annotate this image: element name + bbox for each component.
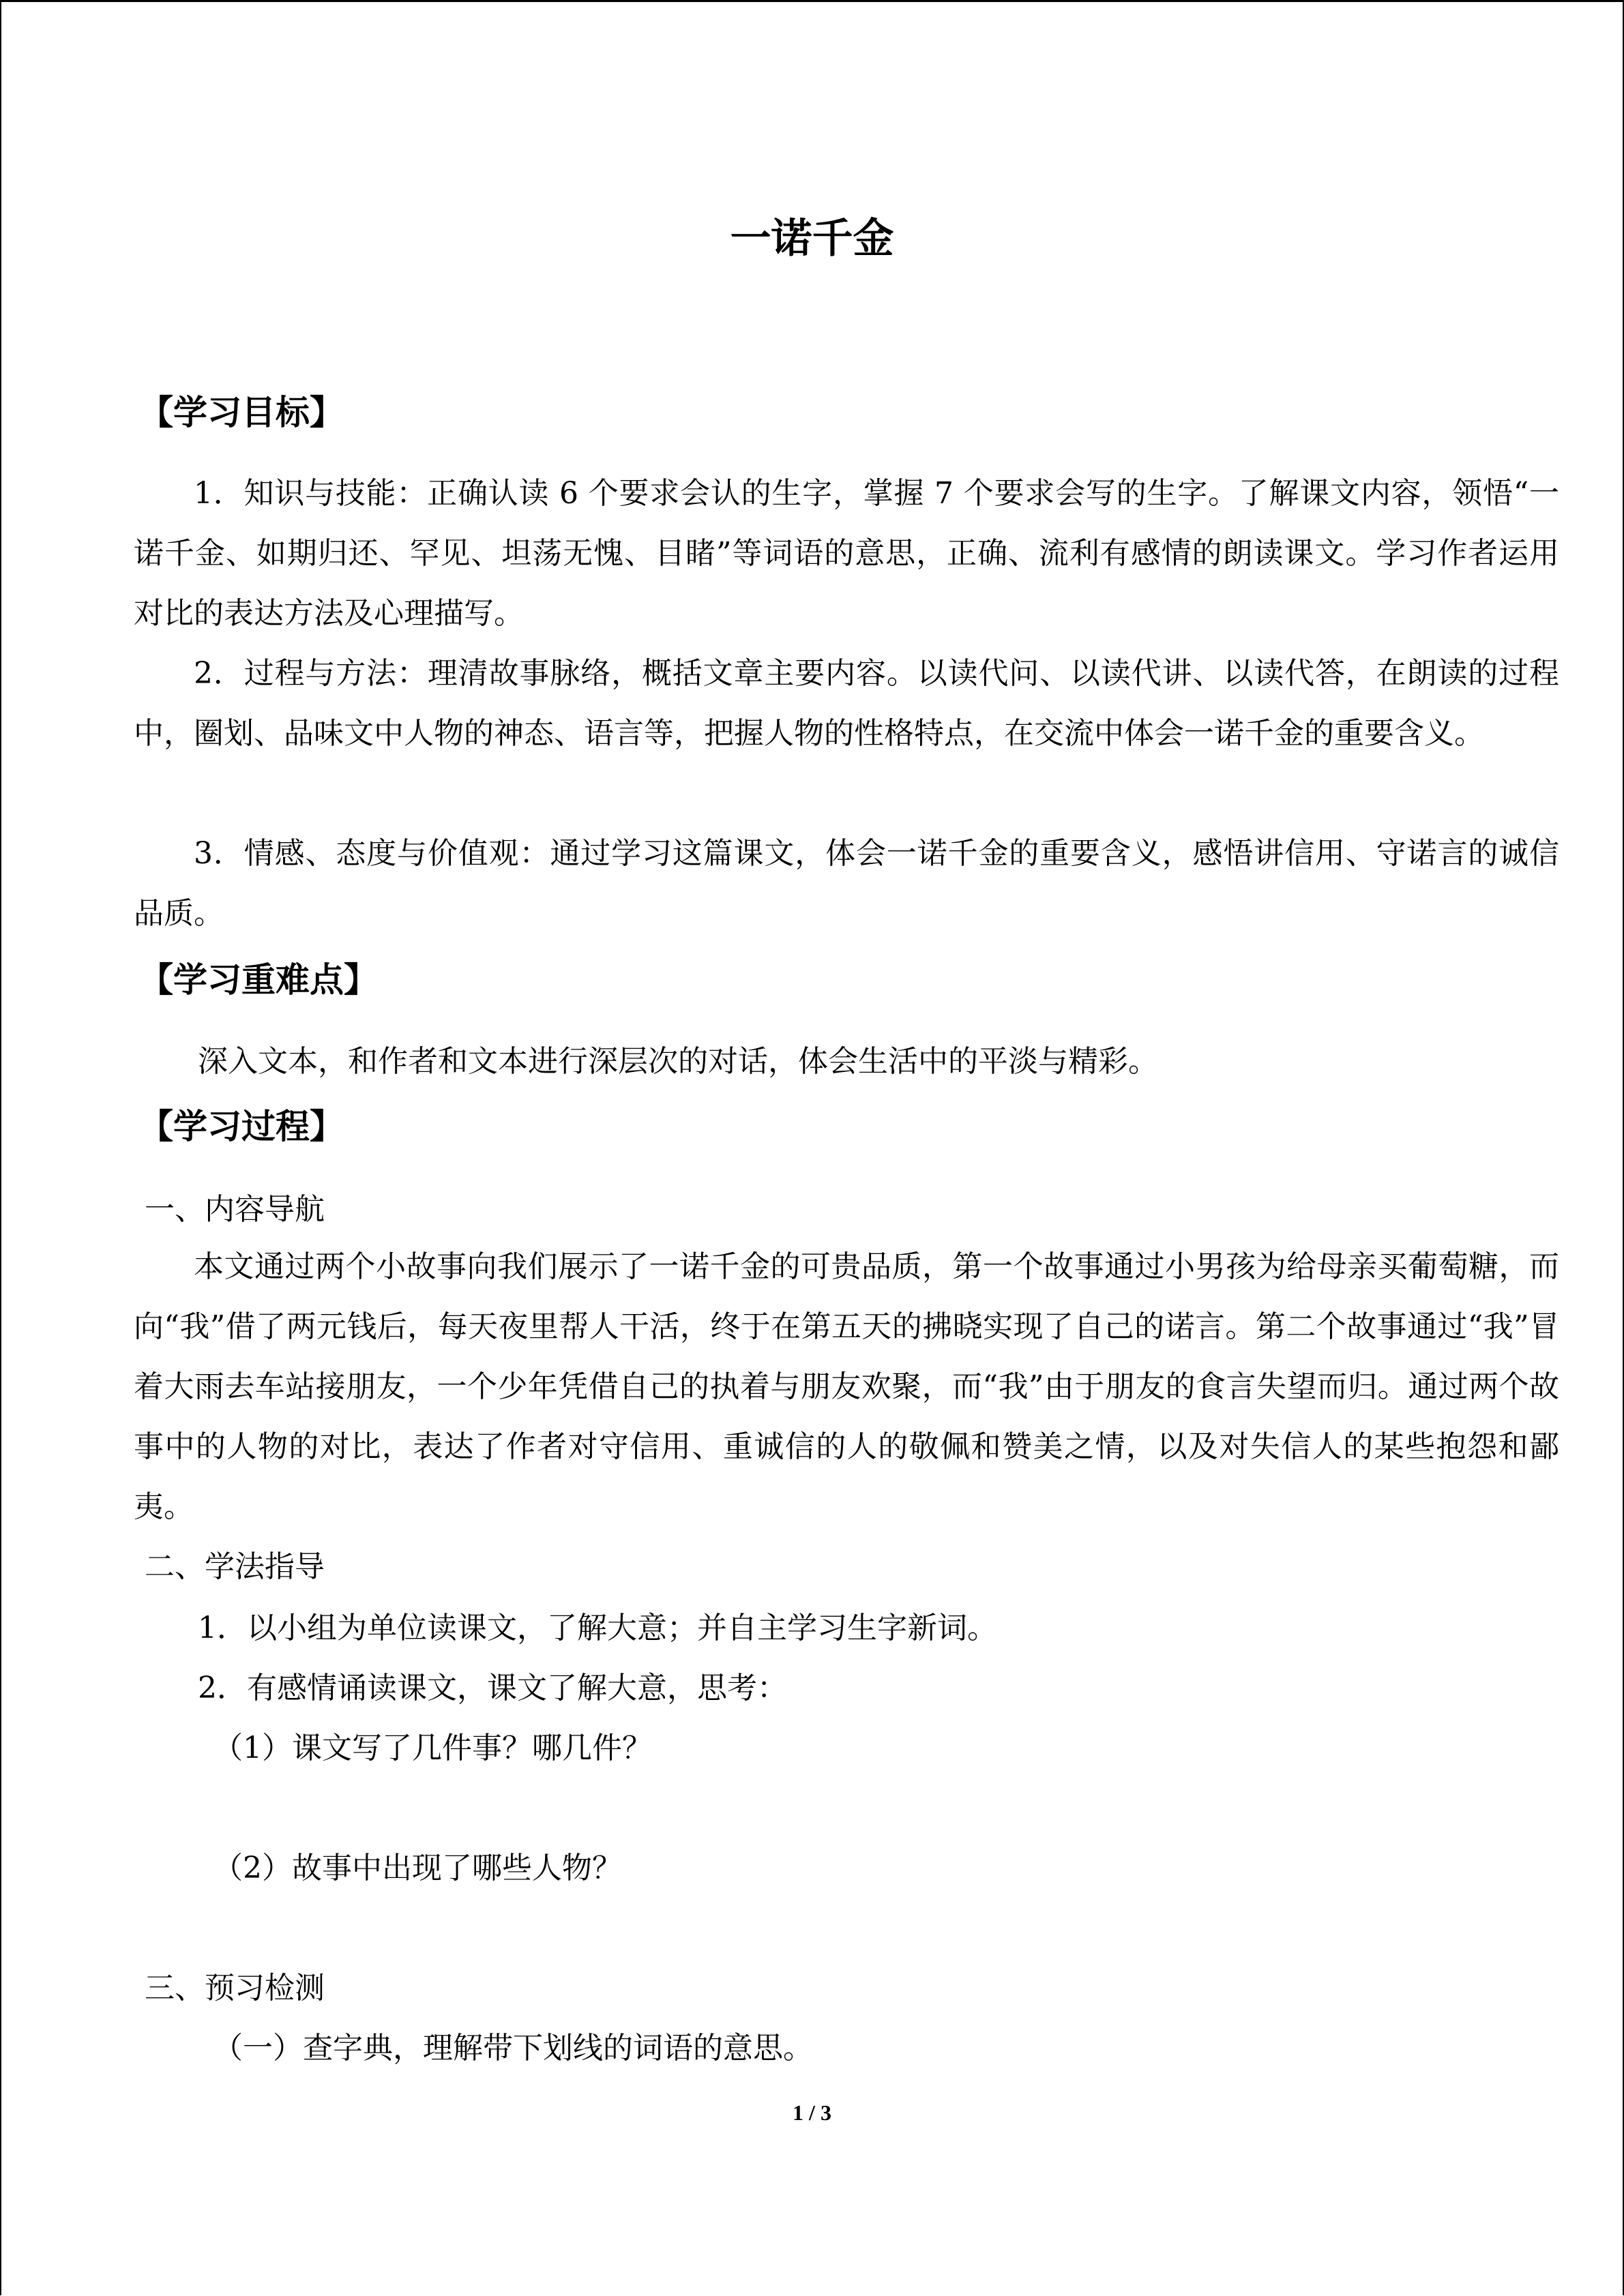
goals-heading: 【学习目标】: [139, 393, 344, 432]
content-nav-paragraph: 本文通过两个小故事向我们展示了一诺千金的可贵品质，第一个故事通过小男孩为给母亲买葡萄糖，而向“我”借了两元钱后，每天夜里帮人干活，终于在第五天的拂晓实现了自己的诺言。第二个故事通过“我”冒着大雨去车站接朋友，一个少年凭借自己的执着与朋友欢聚，而“我”由于朋友的食言失望而归。通过两个故事中的人物的对比，表达了作者对守信用、重诚信的人的敬佩和赞美之情，以及对失信人的某些抱怨和鄙夷。: [134, 1249, 1559, 1524]
key-points-text: 深入文本，和作者和文本进行深层次的对话，体会生活中的平淡与精彩。: [198, 1044, 1158, 1079]
content-nav-heading: 一、内容导航: [145, 1192, 325, 1227]
key-points-heading: 【学习重难点】: [139, 960, 378, 1000]
page-number: 1 / 3: [793, 2100, 831, 2125]
process-heading: 【学习过程】: [139, 1107, 344, 1146]
goal-paragraph-2: 2．过程与方法：理清故事脉络，概括文章主要内容。以读代问、以读代讲、以读代答，在朗读的过程中，圈划、品味文中人物的神态、语言等，把握人物的性格特点，在交流中体会一诺千金的重要含义。: [134, 656, 1559, 751]
method-item-2: 2．有感情诵读课文，课文了解大意，思考：: [198, 1671, 787, 1705]
goal-paragraph-3: 3．情感、态度与价值观：通过学习这篇课文，体会一诺千金的重要含义，感悟讲信用、守诺言的诚信品质。: [134, 836, 1559, 931]
question-2: （2）故事中出现了哪些人物？: [213, 1851, 622, 1885]
preview-item-1: （一）查字典，理解带下划线的词语的意思。: [213, 2031, 813, 2066]
method-heading: 二、学法指导: [145, 1549, 325, 1584]
question-1: （1）课文写了几件事？哪几件？: [213, 1731, 652, 1765]
method-item-1: 1．以小组为单位读课文，了解大意；并自主学习生字新词。: [198, 1611, 997, 1645]
preview-heading: 三、预习检测: [145, 1971, 325, 2006]
goal-paragraph-1: 1．知识与技能：正确认读 6 个要求会认的生字，掌握 7 个要求会写的生字。了解课文内容，领悟“一诺千金、如期归还、罕见、坦荡无愧、目睹”等词语的意思，正确、流利有感情的朗读课文。学习作者运用对比的表达方法及心理描写。: [134, 476, 1559, 631]
page-title: 一诺千金: [730, 215, 894, 263]
